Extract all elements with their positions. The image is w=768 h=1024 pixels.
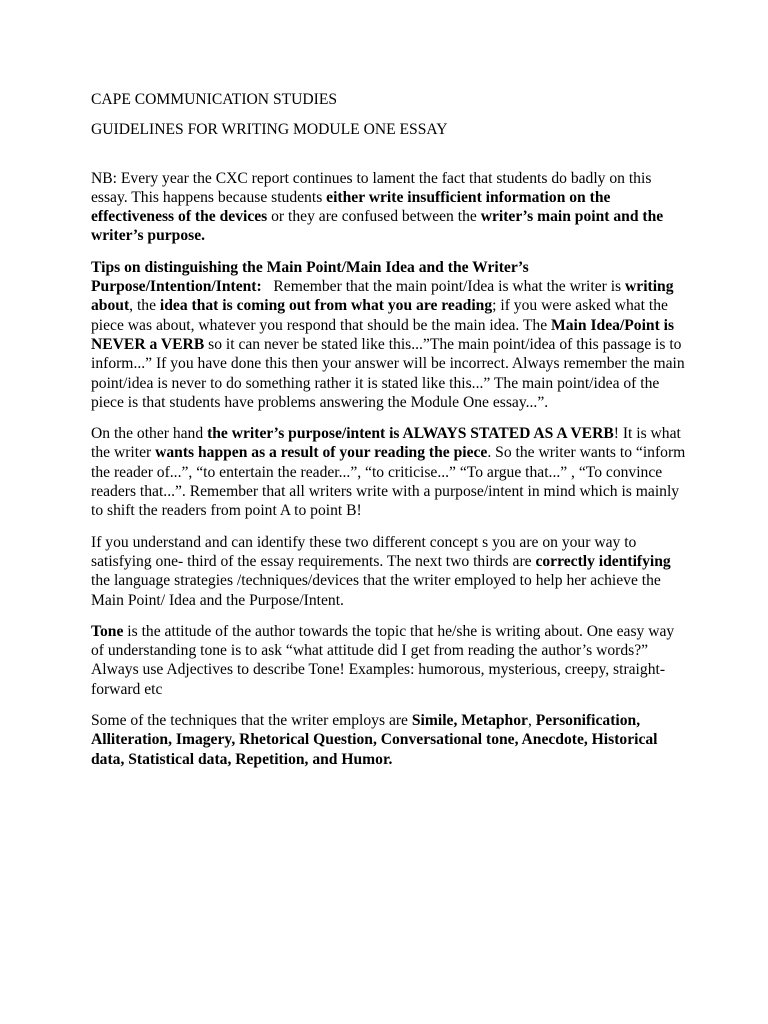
tips-bold-4: Main Idea/Point is NEVER a VERB bbox=[91, 316, 675, 353]
techniques-bold-2: Personification, Alliteration, Imagery, Rhetorical Question, Conversational tone, Anecdote, Historical data, Statistical data, Repetition, and Humor. bbox=[91, 712, 658, 768]
purpose-text-1: On the other hand bbox=[91, 425, 208, 443]
document-subtitle: GUIDELINES FOR WRITING MODULE ONE ESSAY bbox=[91, 121, 448, 139]
tips-text-3: ; if you were asked what the piece was about, whatever you respond that should be the main idea. The bbox=[91, 297, 668, 334]
tips-text-1: Remember that the main point/Idea is what the writer is bbox=[261, 278, 626, 296]
document-title: CAPE COMMUNICATION STUDIES bbox=[91, 91, 338, 108]
tips-bold-2: writing about bbox=[91, 278, 674, 315]
techniques-text-2: , bbox=[527, 712, 536, 730]
nb-text-2: or they are confused between the bbox=[267, 208, 481, 226]
paragraph-tone bbox=[91, 622, 687, 699]
tone-text-1: is the attitude of the author towards the topic that he/she is writing about. One easy way of understanding tone is to ask “what attitude did I get from reading the author’s words?” Always use Adjectives to describe Tone! Examples: humorous, mysterious, creepy, straight-forward etc bbox=[91, 622, 675, 698]
purpose-bold-1: the writer’s purpose/intent is ALWAYS STATED AS A VERB bbox=[207, 425, 614, 443]
paragraph-purpose bbox=[91, 424, 687, 520]
tone-bold-1: Tone bbox=[91, 622, 124, 640]
nb-text-1: NB: Every year the CXC report continues to lament the fact that students do badly on this essay. This happens because students bbox=[91, 169, 652, 206]
tips-text-4: so it can never be stated like this...”The main point/idea of this passage is to inform...” If you have done this then your answer will be incorrect. Always remember the main point/idea is never to do something rather it is stated like this...” The main point/idea of the piece is that students have problems answering the Module One essay...”. bbox=[91, 335, 685, 411]
techniques-bold-1: Simile, Metaphor bbox=[411, 712, 528, 730]
paragraph-tips bbox=[91, 258, 687, 412]
purpose-bold-2: wants happen as a result of your reading the piece bbox=[155, 444, 488, 462]
nb-bold-2: writer’s main point and the writer’s purpose. bbox=[91, 208, 664, 245]
purpose-text-2: ! It is what the writer bbox=[91, 425, 681, 462]
understand-text-2: the language strategies /techniques/devices that the writer employed to help her achieve the Main Point/ Idea and the Purpose/Intent. bbox=[91, 572, 661, 609]
paragraph-understand bbox=[91, 533, 687, 610]
paragraph-techniques bbox=[91, 711, 687, 769]
purpose-text-3: . So the writer wants to “inform the reader of...”, “to entertain the reader...”, “to criticise...” “To argue that...” , “To convince readers that...”. Remember that all writers write with a purpose/intent in mind which is mainly to shift the readers from point A to point B! bbox=[91, 444, 686, 520]
nb-bold-1: either write insufficient information on the effectiveness of the devices bbox=[91, 188, 611, 226]
tips-heading: Tips on distinguishing the Main Point/Main Idea and the Writer’s Purpose/Intention/Intent: bbox=[91, 258, 529, 296]
document-page bbox=[91, 90, 687, 781]
tips-text-2: , the bbox=[129, 297, 160, 315]
understand-bold-1: correctly identifying bbox=[535, 552, 671, 570]
paragraph-nb bbox=[91, 169, 687, 246]
tips-bold-3: idea that is coming out from what you are reading bbox=[159, 297, 493, 315]
understand-text-1: If you understand and can identify these two different concept s you are on your way to satisfying one- third of the essay requirements. The next two thirds are bbox=[91, 533, 637, 570]
techniques-text-1: Some of the techniques that the writer employs are bbox=[91, 712, 412, 730]
